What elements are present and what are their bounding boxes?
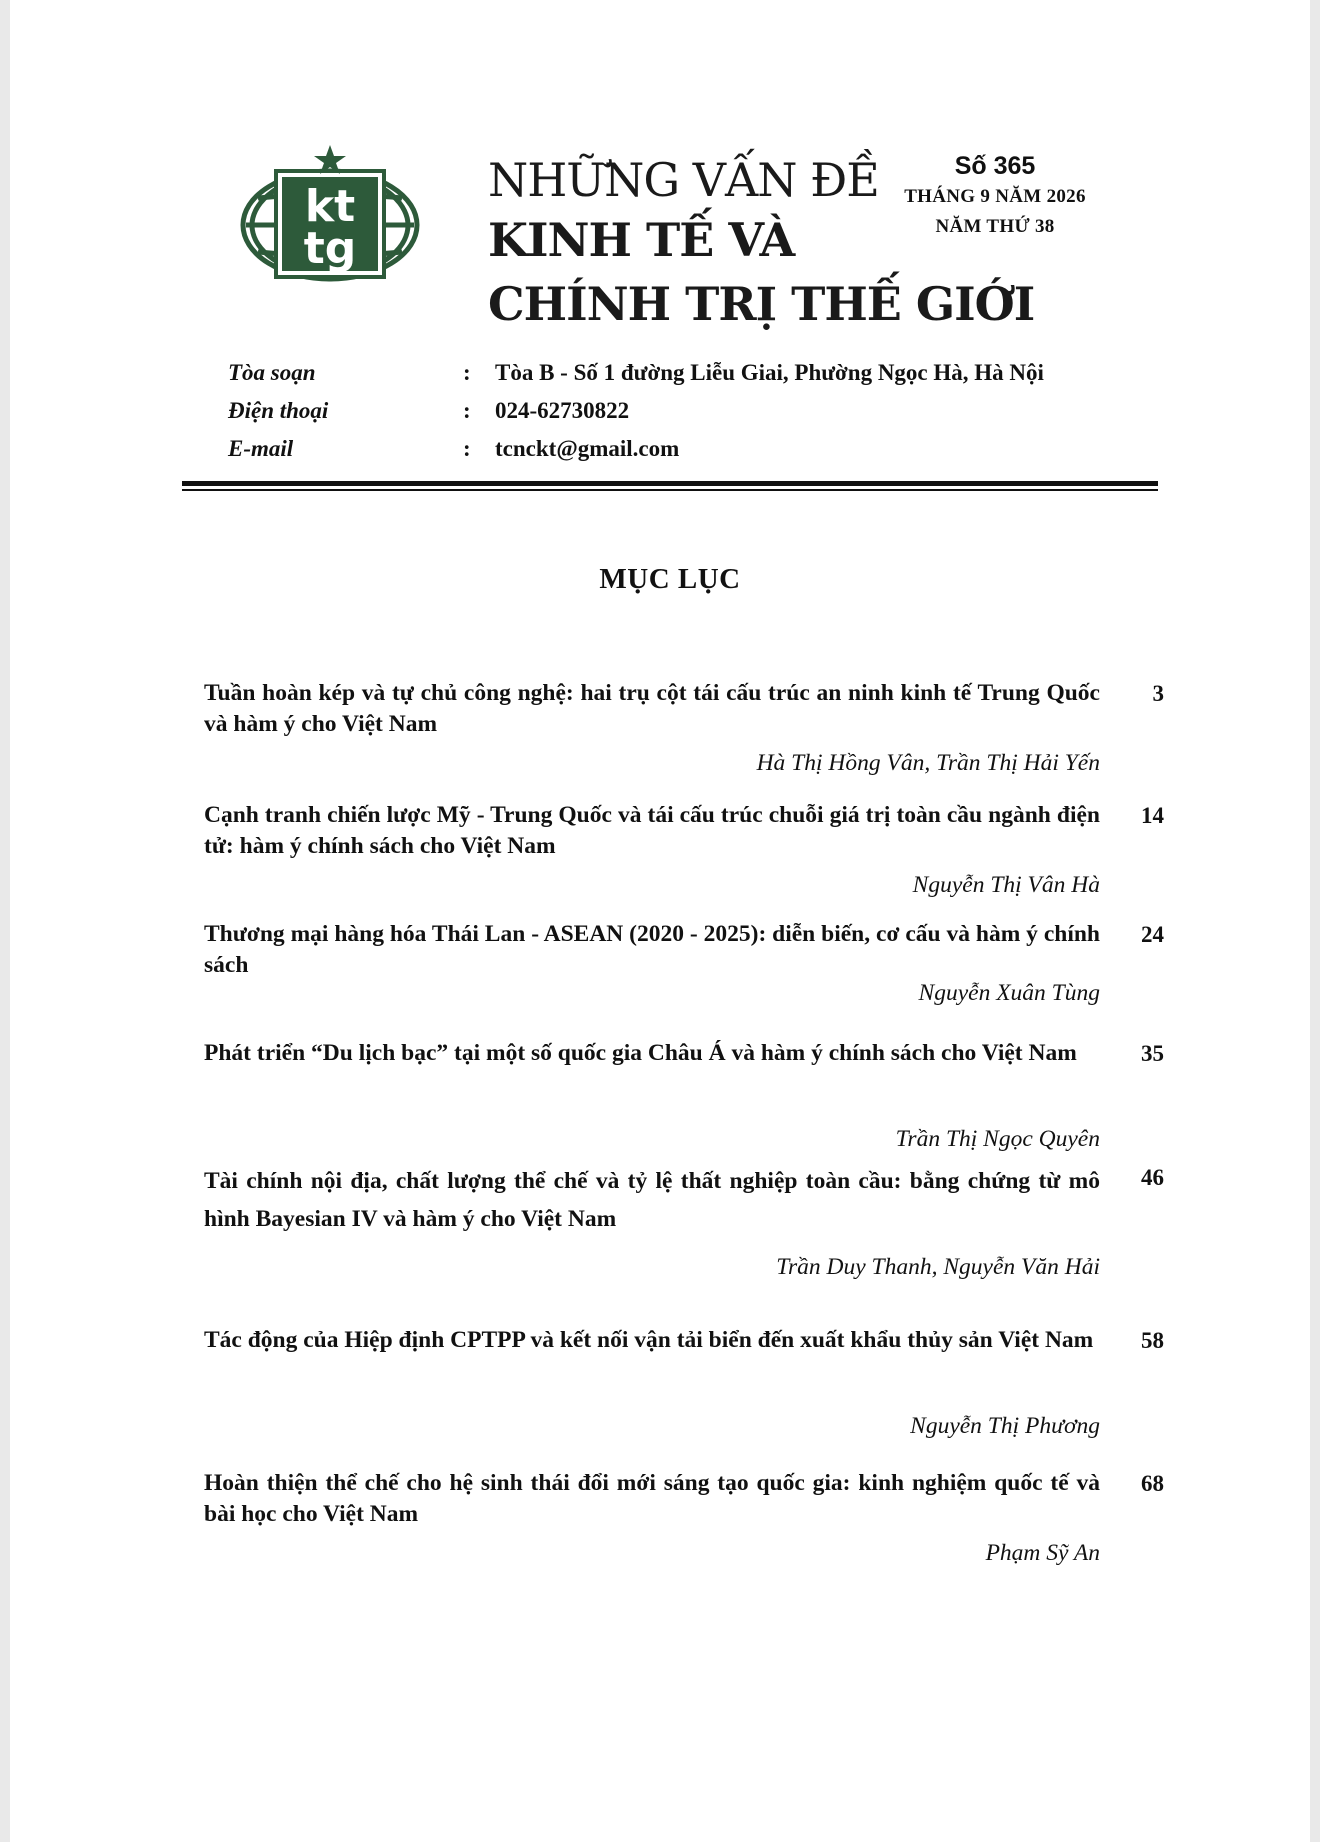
header-divider-thick <box>182 481 1158 486</box>
info-colon: : <box>463 360 471 385</box>
article-title: Hoàn thiện thể chế cho hệ sinh thái đổi mới sáng tạo quốc gia: kinh nghiệm quốc tế và bài học cho Việt Nam <box>204 1470 1100 1527</box>
journal-page <box>10 0 1310 1842</box>
logo-text-top: kt <box>304 181 356 232</box>
issue-number: Số 365 <box>954 152 1036 180</box>
page-number: 14 <box>1141 803 1164 828</box>
info-row-address <box>228 360 1128 398</box>
contact-info <box>228 360 1128 474</box>
article-author: Phạm Sỹ An <box>985 1540 1100 1566</box>
page-number: 35 <box>1141 1041 1164 1066</box>
masthead-line-2: KINH TẾ VÀ <box>488 213 795 267</box>
email-value[interactable]: tcnckt@gmail.com <box>495 436 680 461</box>
toc-entry[interactable] <box>204 1325 1164 1439</box>
article-title: Thương mại hàng hóa Thái Lan - ASEAN (2020 - 2025): diễn biến, cơ cấu và hàm ý chính sách <box>204 921 1100 978</box>
toc-entry[interactable] <box>204 678 1164 776</box>
info-label: Tòa soạn <box>228 360 316 385</box>
address-value: Tòa B - Số 1 đường Liễu Giai, Phường Ngọc Hà, Hà Nội <box>495 360 1044 385</box>
info-colon: : <box>463 436 471 461</box>
logo-text-bottom: tg <box>303 223 357 274</box>
phone-value: 024-62730822 <box>495 398 630 423</box>
masthead-line-1: NHỮNG VẤN ĐỀ <box>488 153 879 207</box>
article-author: Trần Thị Ngọc Quyên <box>895 1126 1100 1152</box>
toc-entry[interactable] <box>204 919 1164 1006</box>
article-author: Trần Duy Thanh, Nguyễn Văn Hải <box>776 1254 1100 1280</box>
page-number: 58 <box>1141 1328 1164 1353</box>
article-title: Tuần hoàn kép và tự chủ công nghệ: hai trụ cột tái cấu trúc an ninh kinh tế Trung Quốc và hàm ý cho Việt Nam <box>204 680 1100 737</box>
article-title: Cạnh tranh chiến lược Mỹ - Trung Quốc và tái cấu trúc chuỗi giá trị toàn cầu ngành điện tử: hàm ý chính sách cho Việt Nam <box>204 802 1100 859</box>
article-title: Phát triển “Du lịch bạc” tại một số quốc gia Châu Á và hàm ý chính sách cho Việt Nam <box>204 1040 1077 1066</box>
toc-entry[interactable] <box>204 1038 1164 1152</box>
page-number: 68 <box>1141 1471 1164 1496</box>
info-row-phone <box>228 398 1128 436</box>
article-author: Nguyễn Xuân Tùng <box>918 980 1100 1006</box>
info-row-email <box>228 436 1128 474</box>
header-divider-thin <box>182 489 1158 491</box>
toc-title: MỤC LỤC <box>599 563 741 595</box>
article-title: Tài chính nội địa, chất lượng thể chế và tỷ lệ thất nghiệp toàn cầu: bằng chứng từ mô hình Bayesian IV và hàm ý cho Việt Nam <box>204 1168 1100 1232</box>
article-title: Tác động của Hiệp định CPTPP và kết nối vận tải biển đến xuất khẩu thủy sản Việt Nam <box>204 1327 1094 1353</box>
article-author: Nguyễn Thị Vân Hà <box>912 872 1100 898</box>
issue-volume: NĂM THỨ 38 <box>935 216 1055 237</box>
masthead-line-3: CHÍNH TRỊ THẾ GIỚI <box>488 277 1035 331</box>
page-number: 46 <box>1141 1165 1164 1190</box>
toc-entry[interactable] <box>204 1162 1164 1280</box>
journal-logo <box>238 143 422 293</box>
article-author: Nguyễn Thị Phương <box>910 1413 1100 1439</box>
toc-entry[interactable] <box>204 800 1164 898</box>
toc-entry[interactable] <box>204 1468 1164 1566</box>
info-label: Điện thoại <box>228 398 329 423</box>
info-colon: : <box>463 398 471 423</box>
info-label: E-mail <box>228 436 294 461</box>
issue-date: THÁNG 9 NĂM 2026 <box>904 186 1086 207</box>
issue-block <box>890 150 1100 242</box>
page-number: 24 <box>1141 922 1164 947</box>
article-author: Hà Thị Hồng Vân, Trần Thị Hải Yến <box>756 750 1100 776</box>
page-number: 3 <box>1152 681 1164 706</box>
